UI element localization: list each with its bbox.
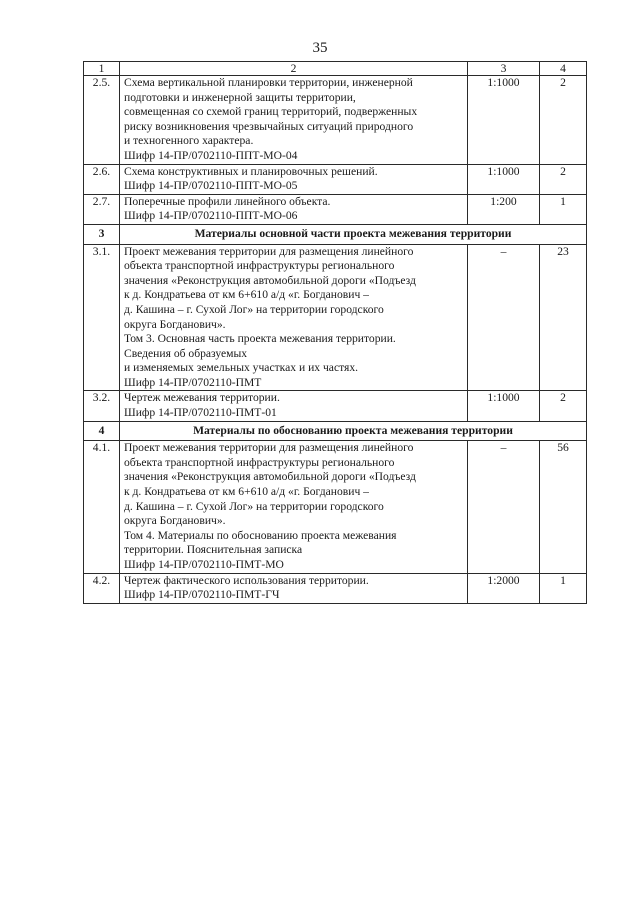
row-number: 4.1.: [84, 441, 120, 573]
row-sheets: 23: [540, 244, 587, 391]
table-row: [84, 441, 587, 573]
description-line: д. Кашина – г. Сухой Лог» на территории городского: [124, 302, 384, 316]
row-description: [120, 194, 468, 224]
row-scale: –: [468, 244, 540, 391]
section-row: [84, 421, 587, 441]
row-sheets: 1: [540, 194, 587, 224]
description-line: Чертеж межевания территории.: [124, 391, 280, 405]
description-line: Чертеж фактического использования территории.: [124, 573, 369, 587]
row-number: 3.1.: [84, 244, 120, 391]
description-line: Том 4. Материалы по обоснованию проекта межевания: [124, 528, 397, 542]
description-line: риску возникновения чрезвычайных ситуаций природного: [124, 119, 414, 133]
description-line: к д. Кондратьева от км 6+610 а/д «г. Богданович –: [124, 485, 369, 499]
description-line: объекта транспортной инфраструктуры регионального: [124, 455, 395, 469]
row-description: [120, 573, 468, 603]
row-sheets: 2: [540, 391, 587, 421]
table-row: [84, 76, 587, 165]
description-line: и техногенного характера.: [124, 134, 254, 148]
table-row: [84, 391, 587, 421]
description-line: Шифр 14-ПР/0702110-ПМТ-01: [124, 406, 277, 420]
description-line: Шифр 14-ПР/0702110-ППТ-МО-04: [124, 148, 298, 162]
row-scale: 1:1000: [468, 391, 540, 421]
row-description: [120, 164, 468, 194]
row-number: 2.5.: [84, 76, 120, 165]
row-number: 2.6.: [84, 164, 120, 194]
row-scale: 1:1000: [468, 76, 540, 165]
description-line: Поперечные профили линейного объекта.: [124, 194, 331, 208]
section-title: Материалы основной части проекта межевания территории: [120, 224, 587, 244]
row-sheets: 2: [540, 76, 587, 165]
row-scale: 1:200: [468, 194, 540, 224]
table-row: [84, 164, 587, 194]
row-description: [120, 76, 468, 165]
description-line: д. Кашина – г. Сухой Лог» на территории городского: [124, 499, 384, 513]
row-description: [120, 441, 468, 573]
row-number: 2.7.: [84, 194, 120, 224]
table-header-row: [84, 62, 587, 76]
page-number: 35: [312, 40, 328, 56]
row-scale: –: [468, 441, 540, 573]
row-sheets: 56: [540, 441, 587, 573]
description-line: значения «Реконструкция автомобильной дороги «Подъезд: [124, 470, 416, 484]
row-description: [120, 244, 468, 391]
section-title: Материалы по обоснованию проекта межевания территории: [120, 421, 587, 441]
description-line: Сведения об образуемых: [124, 346, 248, 360]
row-number: 3.2.: [84, 391, 120, 421]
header-cell-description: 2: [120, 62, 468, 76]
description-line: Шифр 14-ПР/0702110-ПМТ: [124, 375, 262, 389]
description-line: Шифр 14-ПР/0702110-ППТ-МО-06: [124, 209, 298, 223]
description-line: округа Богданович».: [124, 514, 226, 528]
documents-table: [83, 61, 587, 604]
description-line: Схема вертикальной планировки территории, инженерной: [124, 76, 413, 89]
description-line: совмещенная со схемой границ территорий, подверженных: [124, 105, 418, 119]
row-scale: 1:2000: [468, 573, 540, 603]
description-line: Шифр 14-ПР/0702110-ПМТ-МО: [124, 558, 284, 571]
row-description: [120, 391, 468, 421]
description-line: Проект межевания территории для размещения линейного: [124, 441, 414, 455]
description-line: подготовки и инженерной защиты территории,: [124, 90, 356, 104]
section-number: 3: [84, 224, 120, 244]
table-row: [84, 244, 587, 391]
description-line: объекта транспортной инфраструктуры регионального: [124, 259, 395, 273]
row-sheets: 2: [540, 164, 587, 194]
description-line: к д. Кондратьева от км 6+610 а/д «г. Богданович –: [124, 288, 369, 302]
description-line: Схема конструктивных и планировочных решений.: [124, 164, 378, 178]
section-row: [84, 224, 587, 244]
header-cell-scale: 3: [468, 62, 540, 76]
row-scale: 1:1000: [468, 164, 540, 194]
row-sheets: 1: [540, 573, 587, 603]
description-line: Том 3. Основная часть проекта межевания территории.: [124, 332, 396, 346]
table-row: [84, 194, 587, 224]
header-cell-sheets: 4: [540, 62, 587, 76]
section-number: 4: [84, 421, 120, 441]
row-number: 4.2.: [84, 573, 120, 603]
table-row: [84, 573, 587, 603]
description-line: Шифр 14-ПР/0702110-ППТ-МО-05: [124, 179, 298, 193]
description-line: территории. Пояснительная записка: [124, 543, 303, 557]
description-line: Шифр 14-ПР/0702110-ПМТ-ГЧ: [124, 588, 280, 602]
description-line: округа Богданович».: [124, 317, 226, 331]
description-line: Проект межевания территории для размещения линейного: [124, 244, 414, 258]
description-line: значения «Реконструкция автомобильной дороги «Подъезд: [124, 273, 416, 287]
header-cell-number: 1: [84, 62, 120, 76]
description-line: и изменяемых земельных участках и их частях.: [124, 361, 359, 375]
